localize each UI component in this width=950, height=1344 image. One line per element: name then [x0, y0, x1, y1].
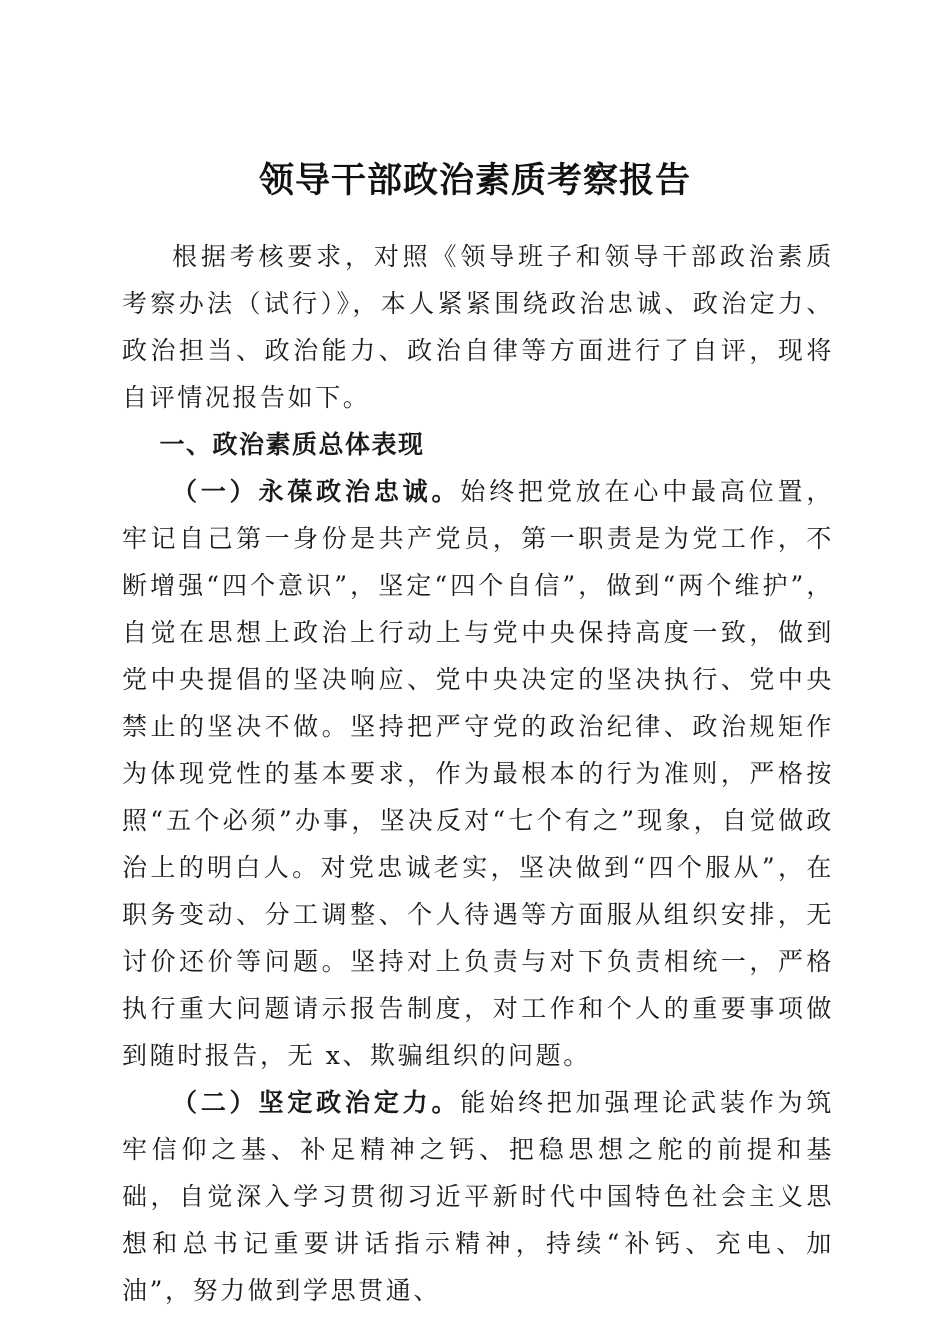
- section-heading-1: 一、政治素质总体表现: [159, 430, 425, 459]
- subsection-1-body: 始终把党放在心中最高位置，牢记自己第一身份是共产党员，第一职责是为党工作，不断增强“四个意识”，坚定“四个自信”，做到“两个维护”，自觉在思想上政治上行动上与党中央保持高度一致，做到党中央提倡的坚决响应、党中央决定的坚决执行、党中央禁止的坚决不做。坚持把严守党的政治纪律、政治规矩作为体现党性的基本要求，作为最根本的行为准则，严格按照“五个必须”办事，坚决反对“七个有之”现象，自觉做政治上的明白人。对党忠诚老实，坚决做到“四个服从”，在职务变动、分工调整、个人待遇等方面服从组织安排，无讨价还价等问题。坚持对上负责与对下负责相统一，严格执行重大问题请示报告制度，对工作和个人的重要事项做到随时报告，无 x、欺骗组织的问题。: [122, 477, 834, 1070]
- subsection-1-heading: （一）永葆政治忠诚。: [172, 477, 461, 506]
- subsection-1-paragraph: [122, 468, 834, 1079]
- subsection-2-heading: （二）坚定政治定力。: [172, 1088, 461, 1117]
- subsection-2-body: 能始终把加强理论武装作为筑牢信仰之基、补足精神之钙、把稳思想之舵的前提和基础，自觉深入学习贯彻习近平新时代中国特色社会主义思想和总书记重要讲话指示精神，持续“补钙、充电、加油”，努力做到学思贯通、: [122, 1088, 834, 1305]
- intro-paragraph: 根据考核要求，对照《领导班子和领导干部政治素质考察办法（试行）》，本人紧紧围绕政治忠诚、政治定力、政治担当、政治能力、政治自律等方面进行了自评，现将自评情况报告如下。: [122, 242, 834, 412]
- document-body: [122, 233, 834, 1314]
- subsection-2-paragraph: [122, 1079, 834, 1314]
- document-title: 领导干部政治素质考察报告: [258, 160, 691, 202]
